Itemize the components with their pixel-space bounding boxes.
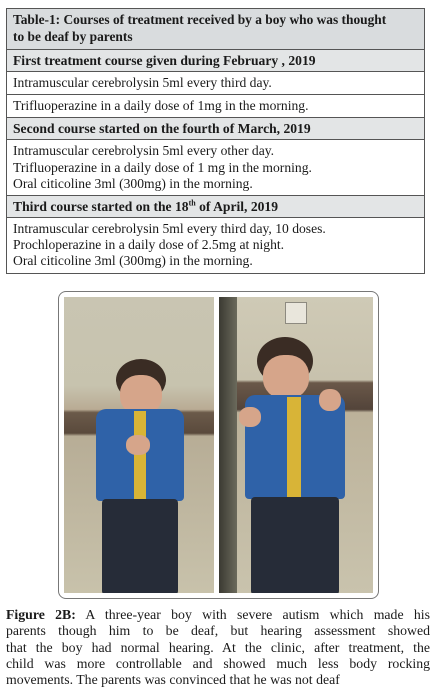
- course1-item-1: [7, 71, 424, 94]
- caption-line: movements. The parents was convinced that he was not deaf: [6, 672, 340, 688]
- door-edge: [219, 297, 237, 593]
- course2-items: [7, 139, 424, 195]
- table-title-line-1: Table-1: Courses of treatment received by a boy who was thought: [13, 12, 387, 27]
- course2-item: Trifluoperazine in a daily dose of 1 mg in the morning.: [13, 159, 312, 175]
- course2-item: Intramuscular cerebrolysin 5ml every other day.: [13, 143, 275, 159]
- figure-photo-left: [64, 297, 214, 593]
- course3-heading: [7, 195, 424, 217]
- course1-heading: First treatment course given during February , 2019: [7, 49, 424, 71]
- course3-heading-text: Third course started on the 18: [13, 199, 189, 215]
- table-title-line-2: to be deaf by parents: [13, 28, 133, 44]
- caption-line: that the boy had normal hearing. At the clinic, after treatment, the: [6, 639, 430, 655]
- shirt-stripe: [134, 411, 146, 499]
- course1-item-1-text: Intramuscular cerebrolysin 5ml every third day.: [13, 75, 272, 90]
- caption-line: [6, 607, 430, 623]
- caption-text: A three-year boy with severe autism which made his: [75, 607, 430, 622]
- course1-item-2-text: Trifluoperazine in a daily dose of 1mg in the morning.: [13, 98, 309, 114]
- treatment-table: [6, 8, 425, 274]
- ordinal-suffix: th: [188, 198, 196, 208]
- boy-hand: [239, 407, 261, 427]
- boy-jeans: [251, 497, 339, 593]
- caption-line: parents though him to be deaf, but hearing assessment showed: [6, 623, 430, 639]
- course3-heading-date: of April, 2019: [195, 199, 279, 215]
- boy-hand: [319, 389, 341, 411]
- caption-line: child was more controllable and showed much less body rocking: [6, 655, 430, 671]
- boy-face: [263, 355, 309, 399]
- wall-switch: [285, 302, 307, 324]
- course3-item: Prochloperazine in a daily dose of 2.5mg at night.: [13, 237, 285, 253]
- course2-heading: Second course started on the fourth of March, 2019: [7, 117, 424, 139]
- figure-caption: [6, 607, 430, 688]
- shirt-stripe: [287, 397, 301, 497]
- course3-items: [7, 217, 424, 273]
- boy-hand: [126, 435, 150, 455]
- figure-photo-frame: [58, 291, 379, 599]
- course3-item: Oral citicoline 3ml (300mg) in the morning.: [13, 253, 253, 269]
- table-title: [7, 9, 424, 49]
- figure-photo-right: [219, 297, 373, 593]
- course2-item: Oral citicoline 3ml (300mg) in the morning.: [13, 175, 253, 191]
- boy-jeans: [102, 499, 178, 593]
- figure-label: Figure 2B:: [6, 607, 76, 622]
- course3-item: Intramuscular cerebrolysin 5ml every third day, 10 doses.: [13, 221, 326, 237]
- course1-item-2: [7, 94, 424, 117]
